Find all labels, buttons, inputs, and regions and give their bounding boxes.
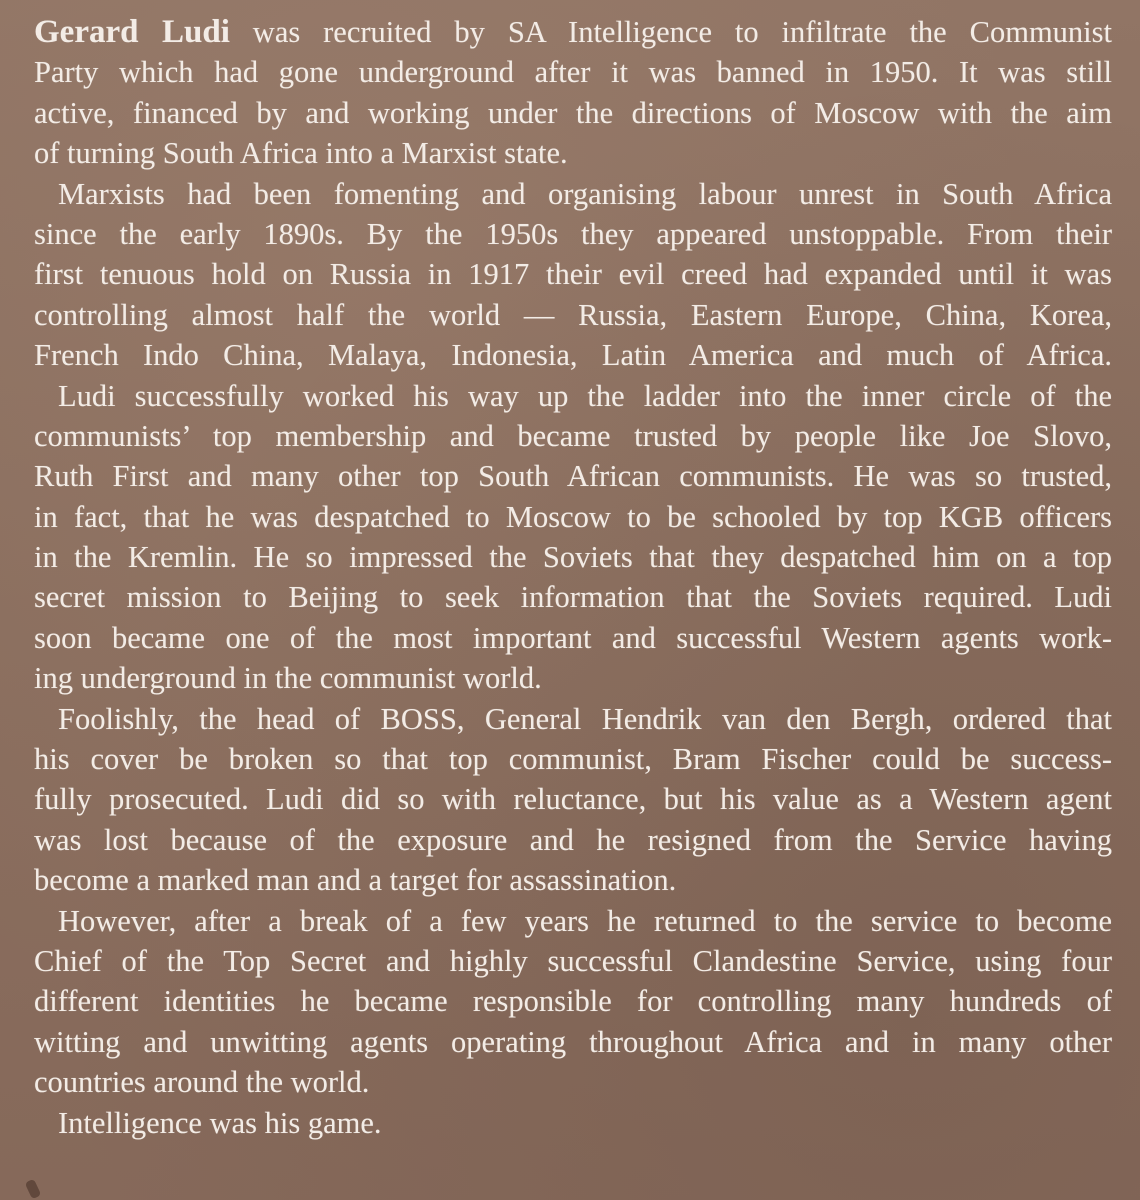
text-line: secret mission to Beijing to seek information that the Soviets required. Ludi xyxy=(34,580,1112,615)
text-line: Marxists had been fomenting and organising labour unrest in South Africa xyxy=(58,176,1112,211)
text-line: communists’ top membership and became trusted by people like Joe Slovo, xyxy=(34,418,1112,453)
paragraph-3 xyxy=(34,376,1112,699)
text-line: different identities he became responsible for controlling many hundreds of xyxy=(34,984,1112,1019)
text-line: Ruth First and many other top South African communists. He was so trusted, xyxy=(34,459,1112,494)
paragraph-5 xyxy=(34,901,1112,1103)
text-line: French Indo China, Malaya, Indonesia, Latin America and much of Africa. xyxy=(34,338,1112,373)
text-line: Ludi successfully worked his way up the ladder into the inner circle of the xyxy=(58,378,1112,413)
text-line: of turning South Africa into a Marxist state. xyxy=(34,136,568,171)
text-line: his cover be broken so that top communist, Bram Fischer could be success- xyxy=(34,742,1112,777)
text-line: first tenuous hold on Russia in 1917 their evil creed had expanded until it was xyxy=(34,257,1112,292)
scuff-mark xyxy=(25,1179,42,1200)
paragraph-4 xyxy=(34,699,1112,901)
text-line: become a marked man and a target for assassination. xyxy=(34,863,677,898)
paragraph-1 xyxy=(34,12,1112,174)
text-line: However, after a break of a few years he returned to the service to become xyxy=(58,903,1112,938)
text-line xyxy=(34,12,1112,52)
text-line: countries around the world. xyxy=(34,1065,370,1100)
text-line: soon became one of the most important and successful Western agents work- xyxy=(34,620,1112,655)
text-line: fully prosecuted. Ludi did so with reluctance, but his value as a Western agent xyxy=(34,782,1112,817)
text-line: ing underground in the communist world. xyxy=(34,661,542,696)
closing-line: Intelligence was his game. xyxy=(58,1105,382,1140)
text-line: Party which had gone underground after it was banned in 1950. It was still xyxy=(34,55,1112,90)
text-line-content: was recruited by SA Intelligence to infiltrate the Communist xyxy=(229,15,1112,49)
text-line: Foolishly, the head of BOSS, General Hendrik van den Bergh, ordered that xyxy=(58,701,1112,736)
text-line: in fact, that he was despatched to Moscow to be schooled by top KGB officers xyxy=(34,499,1112,534)
name-heading: Gerard Ludi xyxy=(34,14,230,50)
plaque-text xyxy=(34,12,1112,1143)
text-line: in the Kremlin. He so impressed the Soviets that they despatched him on a top xyxy=(34,540,1112,575)
text-line: witting and unwitting agents operating throughout Africa and in many other xyxy=(34,1024,1112,1059)
text-line: controlling almost half the world — Russia, Eastern Europe, China, Korea, xyxy=(34,297,1112,332)
text-line: since the early 1890s. By the 1950s they appeared unstoppable. From their xyxy=(34,216,1112,251)
text-line: active, financed by and working under the directions of Moscow with the aim xyxy=(34,95,1112,130)
paragraph-2 xyxy=(34,174,1112,376)
text-line: Chief of the Top Secret and highly successful Clandestine Service, using four xyxy=(34,943,1112,978)
text-line: was lost because of the exposure and he resigned from the Service having xyxy=(34,822,1112,857)
paragraph-6 xyxy=(34,1103,1112,1143)
